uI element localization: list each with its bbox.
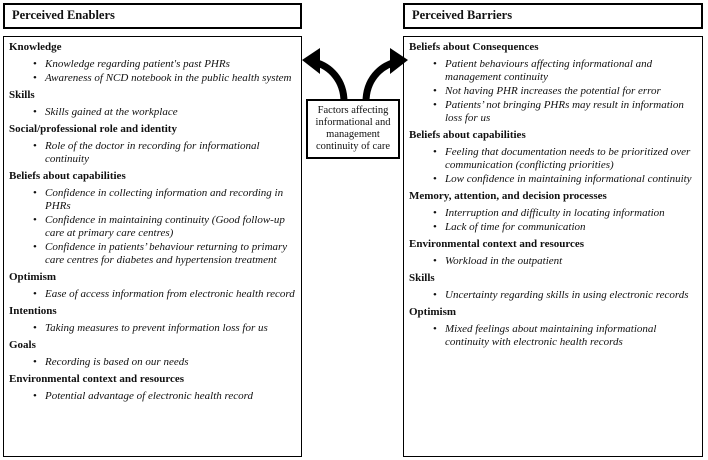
list-item: • Potential advantage of electronic health record — [45, 390, 295, 403]
barriers-panel — [403, 36, 703, 457]
category-list — [409, 289, 696, 302]
category-heading: Environmental context and resources — [9, 373, 185, 385]
list-item: • Low confidence in maintaining informational continuity — [445, 173, 696, 186]
category-heading: Environmental context and resources — [409, 238, 585, 250]
list-item: • Patient behaviours affecting informational and management continuity — [445, 58, 696, 84]
category-heading: Beliefs about capabilities — [9, 170, 126, 182]
list-item: • Recording is based on our needs — [45, 356, 295, 369]
right-arrowhead — [390, 48, 408, 74]
list-item: • Uncertainty regarding skills in using electronic records — [445, 289, 696, 302]
category-list — [9, 187, 295, 267]
category-heading: Beliefs about Consequences — [409, 41, 539, 53]
category-list — [9, 322, 295, 335]
list-item: • Knowledge regarding patient's past PHRs — [45, 58, 295, 71]
category-heading: Beliefs about capabilities — [409, 129, 526, 141]
arrows — [300, 40, 410, 102]
list-item: • Feeling that documentation needs to be prioritized over communication (conflicting priorities) — [445, 146, 696, 172]
list-item: • Skills gained at the workplace — [45, 106, 295, 119]
list-item: • Mixed feelings about maintaining informational continuity with electronic health records — [445, 323, 696, 349]
category-list — [9, 356, 295, 369]
list-item: • Role of the doctor in recording for informational continuity — [45, 140, 295, 166]
list-item: • Interruption and difficulty in locating information — [445, 207, 696, 220]
category-heading: Skills — [409, 272, 435, 284]
category-heading: Goals — [9, 339, 36, 351]
category-list — [9, 140, 295, 166]
category-list — [409, 323, 696, 349]
category-heading: Optimism — [409, 306, 457, 318]
list-item: • Ease of access information from electronic health record — [45, 288, 295, 301]
category-list — [409, 146, 696, 186]
category-list — [409, 207, 696, 234]
category-list — [409, 255, 696, 268]
list-item: • Awareness of NCD notebook in the public health system — [45, 72, 295, 85]
list-item: • Patients’ not bringing PHRs may result in information loss for us — [445, 99, 696, 125]
list-item: • Confidence in patients’ behaviour returning to primary care centres for diabetes and hypertension treatment — [45, 241, 295, 267]
center-factors-box: Factors affecting informational and management continuity of care — [306, 99, 400, 159]
list-item: • Lack of time for communication — [445, 221, 696, 234]
category-list — [409, 58, 696, 125]
list-item: • Taking measures to prevent information loss for us — [45, 322, 295, 335]
category-heading: Optimism — [9, 271, 57, 283]
category-heading: Memory, attention, and decision processes — [409, 190, 607, 202]
category-heading: Intentions — [9, 305, 57, 317]
category-list — [9, 288, 295, 301]
category-heading: Social/professional role and identity — [9, 123, 177, 135]
barriers-title: Perceived Barriers — [403, 3, 703, 29]
category-list — [9, 106, 295, 119]
list-item: • Confidence in collecting information and recording in PHRs — [45, 187, 295, 213]
enablers-panel — [3, 36, 302, 457]
list-item: • Not having PHR increases the potential for error — [445, 85, 696, 98]
category-list — [9, 390, 295, 403]
category-list — [9, 58, 295, 85]
left-arrowhead — [302, 48, 320, 74]
enablers-title: Perceived Enablers — [3, 3, 302, 29]
list-item: • Confidence in maintaining continuity (Good follow-up care at primary care centres) — [45, 214, 295, 240]
category-heading: Skills — [9, 89, 35, 101]
list-item: • Workload in the outpatient — [445, 255, 696, 268]
category-heading: Knowledge — [9, 41, 62, 53]
